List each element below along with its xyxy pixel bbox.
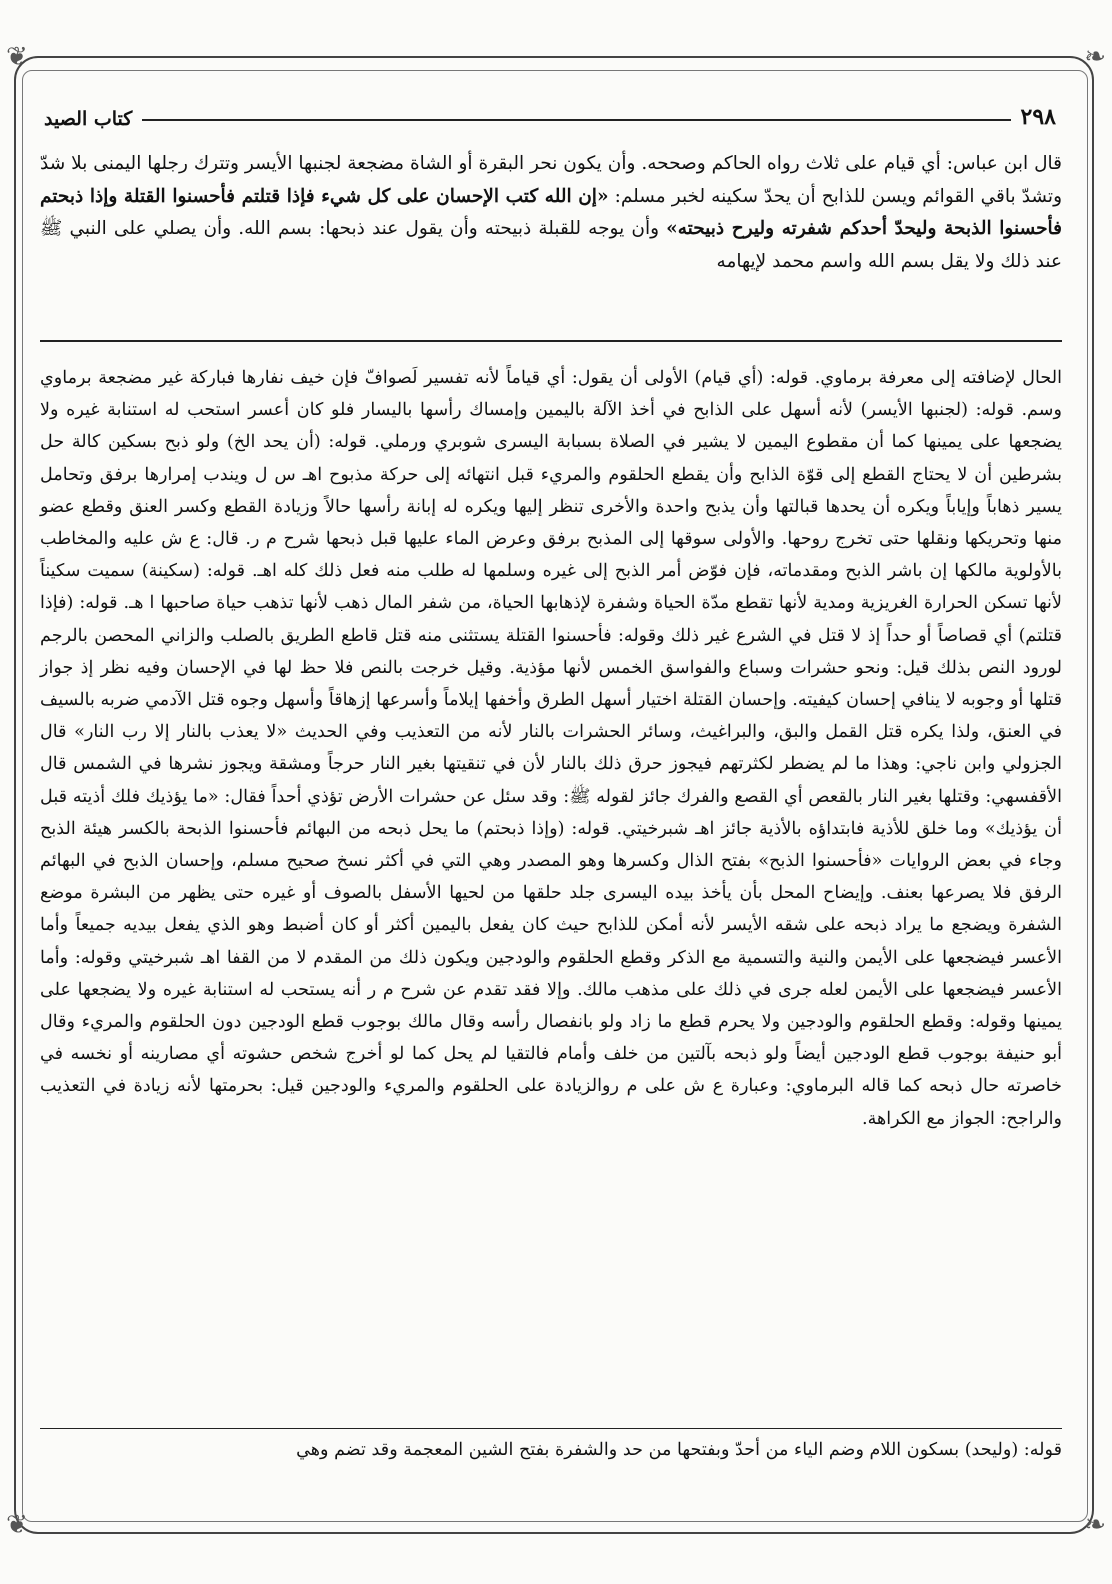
corner-ornament-bottom-right: ❧: [1084, 1510, 1106, 1540]
page-number: ٢٩٨: [1020, 104, 1056, 130]
section-title: كتاب الصيد: [44, 108, 133, 130]
corner-ornament-bottom-left: ❦: [6, 1510, 28, 1540]
main-text-paragraph: [40, 148, 1062, 278]
main-text-part-2: وأن يوجه للقبلة ذبيحته وأن يقول عند ذبحها: بسم الله. وأن يصلي على النبي ﷺ عند ذلك ولا يقل بسم الله واسم محمد لإيهامه: [40, 218, 1062, 272]
footnote-rule: [40, 1428, 1062, 1429]
main-text: [40, 148, 1062, 278]
page-header: [44, 98, 1056, 130]
header-rule: [142, 119, 1010, 121]
commentary-text: [40, 362, 1062, 1135]
text-divider: [40, 340, 1062, 342]
footnote-text: قوله: (وليحد) بسكون اللام وضم الياء من أحدّ وبفتحها من حد والشفرة بفتح الشين المعجمة وقد تضم وهي: [296, 1440, 1062, 1460]
hadith-quote: «إن الله كتب الإحسان على كل شيء فإذا قتلتم فأحسنوا القتلة وإذا ذبحتم فأحسنوا الذبحة وليحدّ أحدكم شفرته وليرح ذبيحته»: [40, 185, 1062, 239]
corner-ornament-top-left: ❦: [6, 42, 28, 72]
main-text-part-1: قال ابن عباس: أي قيام على ثلاث رواه الحاكم وصححه. وأن يكون نحر البقرة أو الشاة مضجعة لجنبها الأيسر وتترك رجلها اليمنى بلا شدّ وتشدّ باقي القوائم ويسن للذابح أن يحدّ سكينه لخبر مسلم:: [40, 153, 1062, 207]
commentary-paragraph: الحال لإضافته إلى معرفة برماوي. قوله: (أي قيام) الأولى أن يقول: أي قياماً لأنه تفسير لَصوافّ فإن خيف نفارها فباركة غير مضجعة برماوي وسم. قوله: (لجنبها الأيسر) لأنه أسهل على الذابح في أخذ الآلة باليمين وإمساك رأسها باليسار فلو كان أعسر استحب له استنابة غيره ولا يضجعها على يمينها كما أن مقطوع اليمين لا يشير في الصلاة بسبابة اليسرى شوبري ورملي. قوله: (أن يحد الخ) ولو ذبح بسكين كالة حل بشرطين أن لا يحتاج القطع إلى قوّة الذابح وأن يقطع الحلقوم والمريء قبل انتهائه إلى حركة مذبوح اهـ س ل ويندب إمرارها برفق وتحامل يسير ذهاباً وإياباً ويكره أن يحدها قبالتها وأن يذبح واحدة والأخرى تنظر إليها ويكره له إبانة رأسها حالاً وزيادة القطع وكسر العنق وقطع عضو منها وتحريكها ونقلها حتى تخرج روحها. والأولى سوقها إلى المذبح برفق وعرض الماء عليها قبل ذبحها شرح م ر. قال: ع ش عليه والمخاطب بالأولوية مالكها إن باشر الذبح ومقدماته، فإن فوّض أمر الذبح إلى غيره وسلمها له طلب منه فعل ذلك كله اهـ. قوله: (سكينة) سميت سكيناً لأنها تسكن الحرارة الغريزية ومدية لأنها تقطع مدّة الحياة وشفرة لإذهابها الحياة، من شفر المال ذهب لأنها تذهب حياة صاحبها ا هـ. قوله: (فإذا قتلتم) أي قصاصاً أو حداً إذ لا قتل في الشرع غير ذلك وقوله: فأحسنوا القتلة يستثنى منه قتل قاطع الطريق بالصلب والزاني المحصن بالرجم لورود النص بذلك قيل: ونحو حشرات وسباع والفواسق الخمس لأنها مؤذية. وقيل خرجت بالنص فلا حظ لها في الإحسان وفيه نظر إذ جواز قتلها أو وجوبه لا ينافي إحسان كيفيته. وإحسان القتلة اختيار أسهل الطرق وأخفها إيلاماً وأسرعها إزهاقاً وأسهل وجوه قتل الآدمي ضربه بالسيف في العنق، ولذا يكره قتل القمل والبق، والبراغيث، وسائر الحشرات بالنار لأنه من التعذيب وفي الحديث «لا يعذب بالنار إلا رب النار» قال الجزولي وابن ناجي: وهذا ما لم يضطر لكثرتهم فيجوز حرق ذلك بالنار لأن في تنقيتها بغير النار حرجاً ومشقة ويجوز نشرها في الشمس قال الأقفسهي: وقتلها بغير النار بالقعص أي القصع والفرك جائز لقوله ﷺ: وقد سئل عن حشرات الأرض تؤذي أحداً فقال: «ما يؤذيك فلك أذيته قبل أن يؤذيك» وما خلق للأذية فابتداؤه بالأذية جائز اهـ شبرخيتي. قوله: (وإذا ذبحتم) ما يحل ذبحه من البهائم فأحسنوا الذبحة بالكسر هيئة الذبح وجاء في بعض الروايات «فأحسنوا الذبح» بفتح الذال وكسرها وهو المصدر وهي التي في أكثر نسخ صحيح مسلم، وإحسان الذبح في البهائم الرفق فلا يصرعها بعنف. وإيضاح المحل بأن يأخذ بيده اليسرى جلد حلقها من لحيها الأسفل بالصوف أو غيره حتى يظهر من البشرة موضع الشفرة ويضجع ما يراد ذبحه على شقه الأيسر لأنه أمكن للذابح حيث كان يفعل باليمين أكثر أو كان أضبط وهو الذي يفعل بيديه جميعاً وأما الأعسر فيضجعها على الأيمن والنية والتسمية مع الذكر وقطع الحلقوم والودجين ويكون ذلك من المقدم لا من القفا اهـ شبرخيتي وقوله: وأما الأعسر فيضجعها على الأيمن لعله جرى في ذلك على مذهب مالك. وإلا فقد تقدم عن شرح م ر أنه يستحب له استنابة غيره ولا يضجعها على يمينها وقوله: وقطع الحلقوم والودجين ولا يحرم قطع ما زاد ولو بانفصال رأسه وقال مالك بوجوب قطع الودجين دون الحلقوم والمريء وقال أبو حنيفة بوجوب قطع الودجين أيضاً ولو ذبحه بآلتين من خلف وأمام فالتقيا لم يحل كما لو أخرج شخص حشوته أي مصارينه أو نخسه في خاصرته حال ذبحه كما قاله البرماوي: وعبارة ع ش على م روالزيادة على الحلقوم والمريء والودجين قيل: بحرمتها لأنه زيادة في التعذيب والراجح: الجواز مع الكراهة.: [40, 368, 1062, 1129]
corner-ornament-top-right: ❧: [1084, 42, 1106, 72]
